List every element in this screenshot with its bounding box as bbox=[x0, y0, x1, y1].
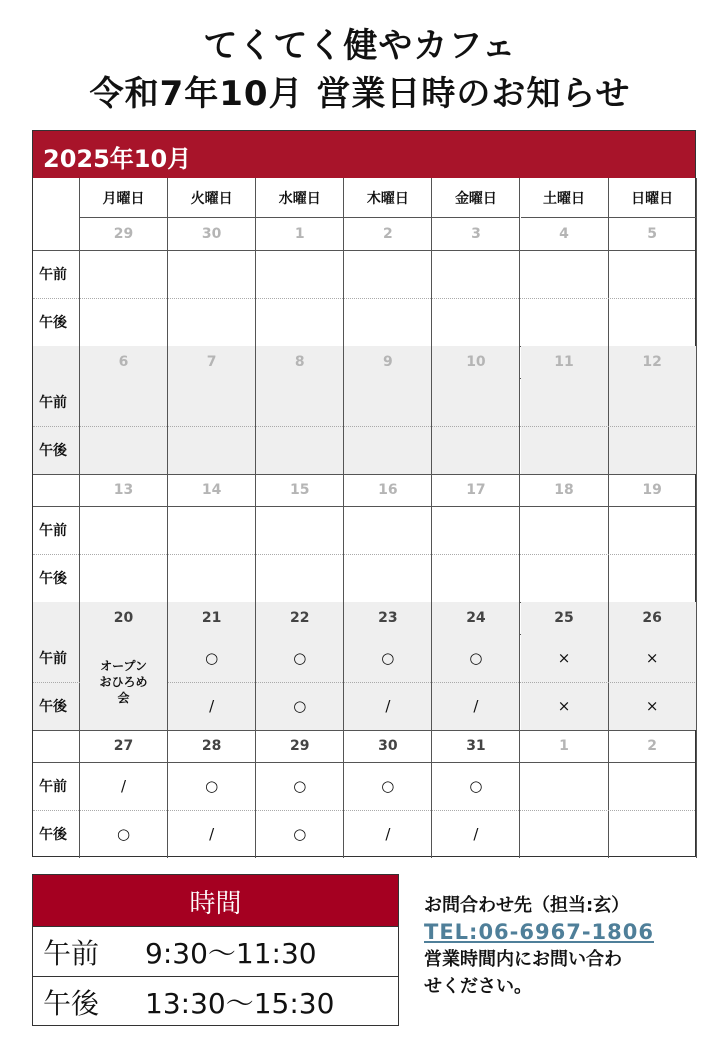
am-status-cell: ○ bbox=[256, 634, 344, 682]
date-cell: 26 bbox=[609, 602, 697, 634]
date-cell: 3 bbox=[432, 218, 520, 250]
am-status-cell bbox=[256, 378, 344, 426]
date-row-label bbox=[33, 602, 80, 634]
pm-status-cell: ○ bbox=[256, 810, 344, 858]
date-cell: 9 bbox=[344, 346, 432, 378]
am-label: 午前 bbox=[33, 634, 80, 682]
date-cell: 16 bbox=[344, 474, 432, 506]
pm-status-cell bbox=[168, 298, 256, 346]
pm-label: 午後 bbox=[33, 682, 80, 730]
calendar bbox=[32, 130, 696, 857]
pm-status-cell bbox=[609, 554, 697, 602]
am-pm-divider bbox=[168, 682, 695, 683]
pm-label: 午後 bbox=[33, 298, 80, 346]
am-status-cell bbox=[80, 250, 168, 298]
date-cell: 10 bbox=[432, 346, 520, 378]
am-label: 午前 bbox=[33, 506, 80, 554]
am-label: 午前 bbox=[33, 762, 80, 810]
pm-status-cell bbox=[80, 426, 168, 474]
am-status-cell: ○ bbox=[344, 762, 432, 810]
date-cell: 6 bbox=[80, 346, 168, 378]
hours-label: 午後 bbox=[43, 986, 100, 1020]
date-cell: 18 bbox=[521, 474, 609, 506]
date-row-label bbox=[33, 474, 80, 506]
am-label: 午前 bbox=[33, 378, 80, 426]
pm-label: 午後 bbox=[33, 810, 80, 858]
am-status-cell: ○ bbox=[168, 762, 256, 810]
pm-status-cell: × bbox=[521, 682, 609, 730]
weekday-header: 日曜日 bbox=[609, 178, 697, 218]
date-cell: 7 bbox=[168, 346, 256, 378]
pm-status-cell bbox=[521, 426, 609, 474]
weekday-header: 火曜日 bbox=[168, 178, 256, 218]
am-status-cell bbox=[168, 250, 256, 298]
pm-status-cell bbox=[168, 426, 256, 474]
date-cell: 2 bbox=[609, 730, 697, 762]
am-status-cell bbox=[344, 506, 432, 554]
date-row-label bbox=[33, 730, 80, 762]
pm-status-cell: / bbox=[344, 810, 432, 858]
am-status-cell bbox=[344, 250, 432, 298]
am-status-cell: ○ bbox=[344, 634, 432, 682]
pm-status-cell bbox=[80, 554, 168, 602]
contact-heading: お問合わせ先（担当:玄） bbox=[424, 895, 630, 916]
hours-time: 13:30〜15:30 bbox=[145, 986, 335, 1020]
pm-status-cell bbox=[609, 298, 697, 346]
date-cell: 21 bbox=[168, 602, 256, 634]
am-status-cell bbox=[521, 506, 609, 554]
pm-status-cell: × bbox=[609, 682, 697, 730]
weekday-header: 木曜日 bbox=[344, 178, 432, 218]
am-status-cell: × bbox=[521, 634, 609, 682]
weekday-header: 金曜日 bbox=[432, 178, 520, 218]
date-cell: 25 bbox=[521, 602, 609, 634]
contact-info bbox=[424, 892, 654, 1000]
am-status-cell: ○ bbox=[168, 634, 256, 682]
corner-cell bbox=[33, 178, 80, 250]
pm-status-cell bbox=[256, 298, 344, 346]
hours-label: 午前 bbox=[43, 936, 100, 970]
contact-note: 営業時間内にお問い合わ bbox=[424, 949, 622, 970]
am-status-cell: / bbox=[80, 762, 168, 810]
pm-status-cell bbox=[521, 298, 609, 346]
am-status-cell: ○ bbox=[432, 634, 520, 682]
date-cell: 4 bbox=[521, 218, 609, 250]
pm-status-cell: / bbox=[432, 682, 520, 730]
am-status-cell bbox=[609, 762, 697, 810]
date-cell: 29 bbox=[256, 730, 344, 762]
am-status-cell bbox=[256, 506, 344, 554]
am-status-cell bbox=[344, 378, 432, 426]
pm-status-cell bbox=[344, 298, 432, 346]
pm-status-cell bbox=[609, 810, 697, 858]
date-cell: 8 bbox=[256, 346, 344, 378]
date-cell: 1 bbox=[256, 218, 344, 250]
date-cell: 12 bbox=[609, 346, 697, 378]
weekday-header: 水曜日 bbox=[256, 178, 344, 218]
pm-status-cell: / bbox=[432, 810, 520, 858]
date-cell: 28 bbox=[168, 730, 256, 762]
date-cell: 22 bbox=[256, 602, 344, 634]
pm-status-cell bbox=[256, 554, 344, 602]
pm-status-cell bbox=[80, 298, 168, 346]
hours-table bbox=[32, 874, 399, 1026]
am-status-cell bbox=[168, 506, 256, 554]
am-status-cell: ○ bbox=[432, 762, 520, 810]
pm-status-cell: ○ bbox=[80, 810, 168, 858]
pm-status-cell bbox=[521, 810, 609, 858]
pm-status-cell: / bbox=[168, 810, 256, 858]
date-cell: 17 bbox=[432, 474, 520, 506]
event-cell: オープン おひろめ 会 bbox=[80, 634, 168, 730]
date-cell: 1 bbox=[521, 730, 609, 762]
hours-header: 時間 bbox=[33, 875, 398, 926]
date-cell: 27 bbox=[80, 730, 168, 762]
date-row-label bbox=[33, 346, 80, 378]
pm-status-cell bbox=[432, 426, 520, 474]
date-cell: 20 bbox=[80, 602, 168, 634]
date-cell: 14 bbox=[168, 474, 256, 506]
am-status-cell bbox=[432, 378, 520, 426]
am-pm-divider bbox=[33, 554, 695, 555]
title-line2: 令和7年10月 営業日時のお知らせ bbox=[89, 74, 631, 114]
pm-status-cell bbox=[521, 554, 609, 602]
am-status-cell bbox=[80, 378, 168, 426]
am-status-cell: × bbox=[609, 634, 697, 682]
date-cell: 11 bbox=[521, 346, 609, 378]
am-status-cell bbox=[521, 250, 609, 298]
weekday-header: 土曜日 bbox=[521, 178, 609, 218]
date-cell: 29 bbox=[80, 218, 168, 250]
date-cell: 24 bbox=[432, 602, 520, 634]
am-status-cell bbox=[609, 506, 697, 554]
weekday-header: 月曜日 bbox=[80, 178, 168, 218]
pm-status-cell bbox=[432, 554, 520, 602]
pm-label: 午後 bbox=[33, 554, 80, 602]
date-cell: 5 bbox=[609, 218, 697, 250]
phone-link[interactable]: TEL:06-6967-1806 bbox=[424, 920, 654, 944]
pm-status-cell bbox=[256, 426, 344, 474]
pm-status-cell bbox=[344, 554, 432, 602]
am-status-cell bbox=[521, 762, 609, 810]
am-status-cell bbox=[609, 378, 697, 426]
contact-note-cont: せください。 bbox=[424, 976, 532, 997]
calendar-month: 2025年10月 bbox=[33, 131, 695, 178]
hours-row-pm bbox=[33, 976, 398, 1026]
am-status-cell: ○ bbox=[256, 762, 344, 810]
hours-time: 9:30〜11:30 bbox=[145, 936, 317, 970]
am-pm-divider bbox=[33, 810, 695, 811]
am-status-cell bbox=[256, 250, 344, 298]
am-pm-divider bbox=[33, 298, 695, 299]
am-status-cell bbox=[521, 378, 609, 426]
am-status-cell bbox=[432, 250, 520, 298]
date-cell: 31 bbox=[432, 730, 520, 762]
pm-status-cell bbox=[432, 298, 520, 346]
am-label: 午前 bbox=[33, 250, 80, 298]
title-line1: てくてく健やカフェ bbox=[203, 26, 517, 66]
date-cell: 2 bbox=[344, 218, 432, 250]
date-cell: 15 bbox=[256, 474, 344, 506]
date-cell: 13 bbox=[80, 474, 168, 506]
pm-status-cell: ○ bbox=[256, 682, 344, 730]
am-pm-divider bbox=[33, 426, 695, 427]
date-cell: 19 bbox=[609, 474, 697, 506]
date-cell: 23 bbox=[344, 602, 432, 634]
date-cell: 30 bbox=[344, 730, 432, 762]
date-cell: 30 bbox=[168, 218, 256, 250]
am-status-cell bbox=[168, 378, 256, 426]
pm-status-cell bbox=[168, 554, 256, 602]
am-pm-divider bbox=[33, 682, 80, 683]
hours-row-am bbox=[33, 926, 398, 976]
pm-status-cell bbox=[344, 426, 432, 474]
am-status-cell bbox=[80, 506, 168, 554]
am-status-cell bbox=[432, 506, 520, 554]
pm-label: 午後 bbox=[33, 426, 80, 474]
pm-status-cell: / bbox=[168, 682, 256, 730]
pm-status-cell: / bbox=[344, 682, 432, 730]
pm-status-cell bbox=[609, 426, 697, 474]
am-status-cell bbox=[609, 250, 697, 298]
